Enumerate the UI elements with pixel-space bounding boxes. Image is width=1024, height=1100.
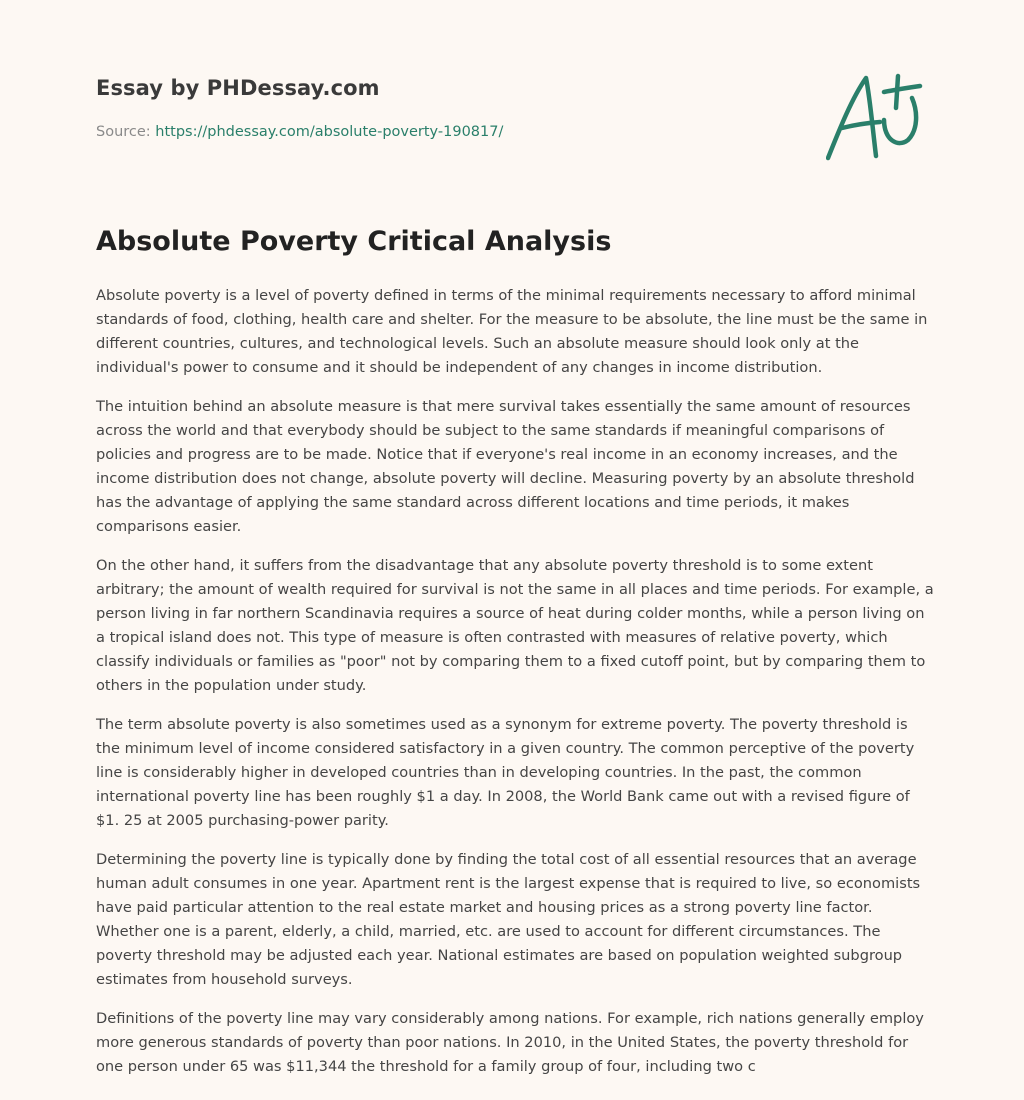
essay-title: Absolute Poverty Critical Analysis — [96, 226, 612, 257]
site-brand: Essay by PHDessay.com — [96, 76, 380, 100]
source-link[interactable]: https://phdessay.com/absolute-poverty-190817/ — [155, 124, 504, 140]
essay-paragraph: Absolute poverty is a level of poverty defined in terms of the minimal requirements necessary to afford minimal standards of food, clothing, health care and shelter. For the measure to be absolute, the line must be the same in different countries, cultures, and technological levels. Such an absolute measure should look only at the individual's power to consume and it should be independent of any changes in income distribution. — [96, 287, 928, 376]
page-header — [96, 0, 928, 180]
source-label: Source: — [96, 124, 151, 140]
essay-body — [96, 284, 936, 1094]
source-line — [96, 124, 503, 140]
essay-paragraph: On the other hand, it suffers from the disadvantage that any absolute poverty threshold is to some extent arbitrary; the amount of wealth required for survival is not the same in all places and time periods. For example, a person living in far northern Scandinavia requires a source of heat during colder months, while a person living on a tropical island does not. This type of measure is often contrasted with measures of relative poverty, which classify individuals or families as "poor" not by comparing them to a fixed cutoff point, but by comparing them to others in the population under study. — [96, 557, 934, 694]
essay-paragraph: Determining the poverty line is typically done by finding the total cost of all essential resources that an average human adult consumes in one year. Apartment rent is the largest expense that is required to live, so economists have paid particular attention to the real estate market and housing prices as a strong poverty line factor. Whether one is a parent, elderly, a child, married, etc. are used to account for different circumstances. The poverty threshold may be adjusted each year. National estimates are based on population weighted subgroup estimates from household surveys. — [96, 851, 921, 988]
essay-paragraph: The intuition behind an absolute measure is that mere survival takes essentially the same amount of resources across the world and that everybody should be subject to the same standards if meaningful comparisons of policies and progress are to be made. Notice that if everyone's real income in an economy increases, and the income distribution does not change, absolute poverty will decline. Measuring poverty by an absolute threshold has the advantage of applying the same standard across different locations and time periods, it makes comparisons easier. — [96, 398, 915, 535]
essay-paragraph: Definitions of the poverty line may vary considerably among nations. For example, rich nations generally employ more generous standards of poverty than poor nations. In 2010, in the United States, the poverty threshold for one person under 65 was $11,344 the threshold for a family group of four, including two c — [96, 1010, 924, 1075]
a-plus-logo — [826, 68, 926, 164]
essay-paragraph: The term absolute poverty is also sometimes used as a synonym for extreme poverty. The poverty threshold is the minimum level of income considered satisfactory in a given country. The common perceptive of the poverty line is considerably higher in developed countries than in developing countries. In the past, the common international poverty line has been roughly $1 a day. In 2008, the World Bank came out with a revised figure of $1. 25 at 2005 purchasing-power parity. — [96, 716, 915, 829]
